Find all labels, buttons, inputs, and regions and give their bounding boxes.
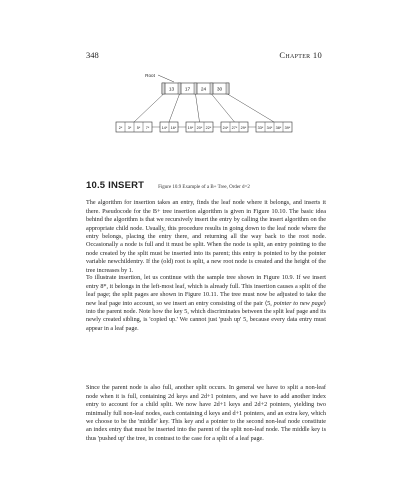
leaf-entry: 29* — [240, 125, 247, 130]
pointer-slot — [210, 83, 213, 94]
child-pointer — [212, 94, 235, 122]
leaf-entry: 22* — [205, 125, 212, 130]
leaf-entry: 27* — [231, 125, 238, 130]
running-header — [86, 50, 322, 62]
leaf-entry: 24* — [222, 125, 229, 130]
child-pointer — [196, 94, 200, 122]
paragraph-nonleaf-split: Since the parent node is also full, another split occurs. In general we have to split a non-leaf node when it is full, containing 2d keys and 2d+1 pointers, and we have to add another index entry to account for a child split. We now have 2d+1 keys and 2d+2 pointers, yielding two minimally full non-leaf nodes, each containing d keys and d+1 pointers, and an extra key, which we choose to be the 'middle' key. This key and a pointer to the second non-leaf node constitute an index entry that must be inserted into the parent of the split non-leaf node. The middle key is thus 'pushed up' the tree, in contrast to the case for a split of a leaf page. — [86, 384, 326, 442]
pointer-slot — [162, 83, 165, 94]
root-label: Root — [145, 73, 155, 78]
leaf-entry: 2* — [118, 125, 123, 130]
leaf-entry: 38* — [275, 125, 282, 130]
pointer-slot — [194, 83, 197, 94]
tree-diagram — [84, 64, 324, 172]
root-key: 13 — [168, 87, 175, 93]
root-arrow — [158, 75, 174, 82]
leaf-entry: 5* — [136, 125, 141, 130]
root-key: 24 — [200, 87, 207, 93]
section-title: INSERT — [108, 180, 145, 191]
chapter-title: Chapter 10 — [279, 50, 322, 60]
emphasized-text: pointer to new page — [273, 299, 324, 307]
paragraph-text: ⟩ into the parent node. Note how the key 5, which discriminates between the split leaf page and its newly created sibling, is 'copied up.' We cannot just 'push up' 5, because every data entry must appear in a leaf page. — [86, 299, 326, 332]
child-pointer — [134, 94, 164, 122]
root-key: 17 — [184, 87, 191, 93]
paragraph-insert-algorithm: The algorithm for insertion takes an entry, finds the leaf node where it belongs, and inserts it there. Pseudocode for the B+ tree insertion algorithm is given in Figure 10.10. The basic idea behind the algorithm is that we recursively insert the entry by calling the insert algorithm on the appropriate child node. Usually, this procedure results in going down to the leaf node where the entry belongs, placing the entry there, and returning all the way back to the root node. Occasionally a node is full and it must be split. When the node is split, an entry pointing to the node created by the split must be inserted into its parent; this entry is pointed to by the pointer variable newchildentry. If the (old) root is split, a new root node is created and the height of the tree increases by 1. — [86, 199, 326, 274]
root-key: 30 — [216, 87, 223, 93]
section-number: 10.5 — [86, 180, 106, 191]
leaf-entry: 39* — [284, 125, 291, 130]
leaf-entry: 14* — [161, 125, 168, 130]
section-heading — [86, 180, 144, 191]
leaf-entry: 34* — [266, 125, 273, 130]
leaf-entry: 16* — [170, 125, 177, 130]
leaf-entry: 3* — [127, 125, 132, 130]
paragraph-text: To illustrate insertion, let us continue with the sample tree shown in Figure 10.9. If we insert entry 8*, it belongs in the left-most leaf, which is already full. This insertion causes a split of the leaf page; the split pages are shown in Figure 10.11. The tree must now be adjusted to take the new leaf page into account, so we insert an entry consisting of the pair ⟨5, — [86, 274, 326, 307]
figure-caption: Figure 10.9 Example of a B+ Tree, Order d=2 — [158, 185, 250, 190]
pointer-slot — [178, 83, 181, 94]
paragraph-insert-example — [86, 274, 326, 333]
leaf-entry: 20* — [196, 125, 203, 130]
child-pointer — [169, 94, 180, 122]
page-number: 348 — [86, 50, 99, 60]
leaf-entry: 7* — [145, 125, 150, 130]
pointer-slot — [226, 83, 229, 94]
child-pointer — [228, 94, 275, 122]
leaf-entry: 33* — [257, 125, 264, 130]
leaf-entry: 19* — [187, 125, 194, 130]
